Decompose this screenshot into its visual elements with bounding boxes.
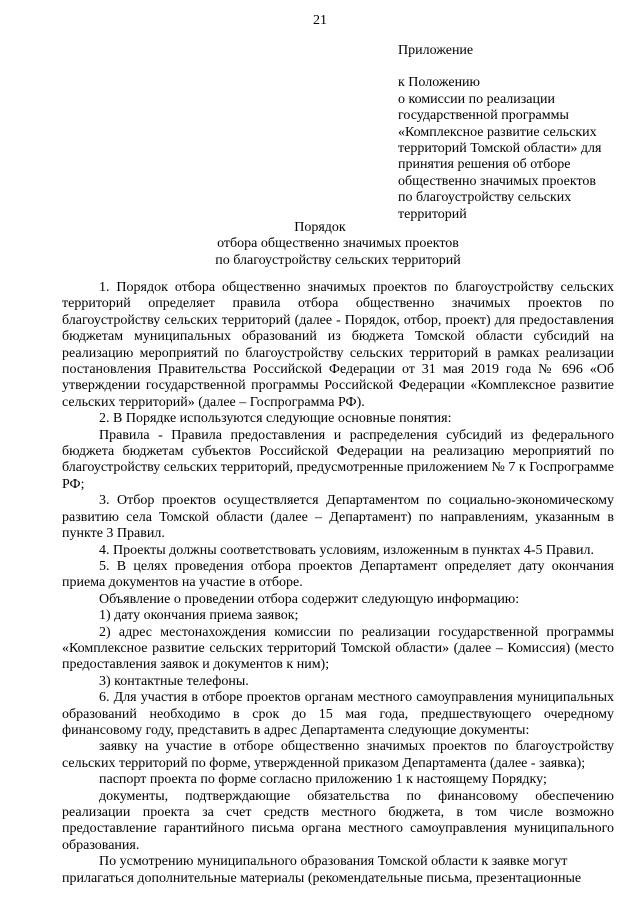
appendix-block: [398, 43, 618, 223]
appendix-line: государственной программы: [398, 108, 569, 124]
paragraph: 3) контактные телефоны.: [99, 673, 249, 689]
appendix-line: общественно значимых проектов: [398, 173, 597, 189]
title-line: отбора общественно значимых проектов: [217, 236, 459, 252]
title-line: Порядок: [294, 220, 346, 235]
document-title: [0, 220, 640, 269]
paragraph: Правила - Правила предоставления и распределения субсидий из федерального бюджета бюджетам субъектов Российской Федерации на реализацию мероприятий по благоустройству сельских территорий, предусмотренные приложением № 7 к Госпрограмме РФ;: [62, 427, 615, 492]
paragraph: 6. Для участия в отборе проектов органам местного самоуправления муниципальных образований необходимо в срок до 15 мая года, предшествующего очередному финансовому году, представить в адрес Департамента следующие документы:: [62, 690, 614, 738]
paragraph: 5. В целях проведения отбора проектов Департамент определяет дату окончания приема документов на участие в отборе.: [62, 558, 614, 591]
appendix-line: территорий: [398, 206, 467, 222]
paragraph: 1. Порядок отбора общественно значимых проектов по благоустройству сельских территорий определяет правила отбора общественно значимых проектов по благоустройству сельских территорий (далее - Порядок, отбор, проект) для предоставления бюджетам муниципальных образований из бюджета Томской области субсидий на реализацию мероприятий по благоустройству сельских территорий в рамках реализации постановления Правительства Российской Федерации от 31 мая 2019 года № 696 «Об утверждении государственной программы Российской Федерации «Комплексное развитие сельских территорий» (далее – Госпрограмма РФ).: [62, 280, 614, 410]
title-line: по благоустройству сельских территорий: [215, 252, 461, 268]
paragraph: 2) адрес местонахождения комиссии по реализации государственной программы «Комплексное развитие сельских территорий Томской области» (далее – Комиссия) (место предоставления заявок и документов к ним);: [62, 624, 614, 673]
appendix-line: Приложение: [398, 43, 474, 58]
appendix-line: территорий Томской области» для: [398, 141, 602, 157]
paragraph: По усмотрению муниципального образования Томской области к заявке могут прилагаться дополнительные материалы (рекомендательные письма, презентационные: [62, 854, 582, 886]
appendix-line: к Положению: [398, 75, 481, 91]
page-number: 21: [313, 13, 327, 28]
appendix-line: по благоустройству сельских: [398, 190, 572, 206]
paragraph: заявку на участие в отборе общественно значимых проектов по благоустройству сельских территорий по форме, утвержденной приказом Департамента (далее - заявка);: [62, 739, 614, 771]
appendix-gap: [398, 59, 618, 75]
appendix-line: «Комплексное развитие сельских: [398, 124, 597, 140]
paragraph: 4. Проекты должны соответствовать условиям, изложенным в пунктах 4-5 Правил.: [99, 542, 594, 558]
paragraph: 1) дату окончания приема заявок;: [99, 608, 299, 624]
paragraph: 2. В Порядке используются следующие основные понятия:: [99, 411, 452, 427]
paragraph: паспорт проекта по форме согласно приложению 1 к настоящему Порядку;: [99, 772, 547, 788]
paragraph: документы, подтверждающие обязательства по финансовому обеспечению реализации проекта за счет средств местного бюджета, в том числе возможно предоставление гарантийного письма органа местного самоуправления муниципального образования.: [62, 788, 614, 853]
paragraph: Объявление о проведении отбора содержит следующую информацию:: [99, 591, 520, 607]
paragraph: 3. Отбор проектов осуществляется Департаментом по социально-экономическому развитию села Томской области (далее – Департамент) по направлениям, указанным в пункте 3 Правил.: [62, 493, 614, 542]
appendix-line: принятия решения об отборе: [398, 157, 571, 173]
document-body: [62, 280, 614, 887]
appendix-line: о комиссии по реализации: [398, 91, 556, 107]
